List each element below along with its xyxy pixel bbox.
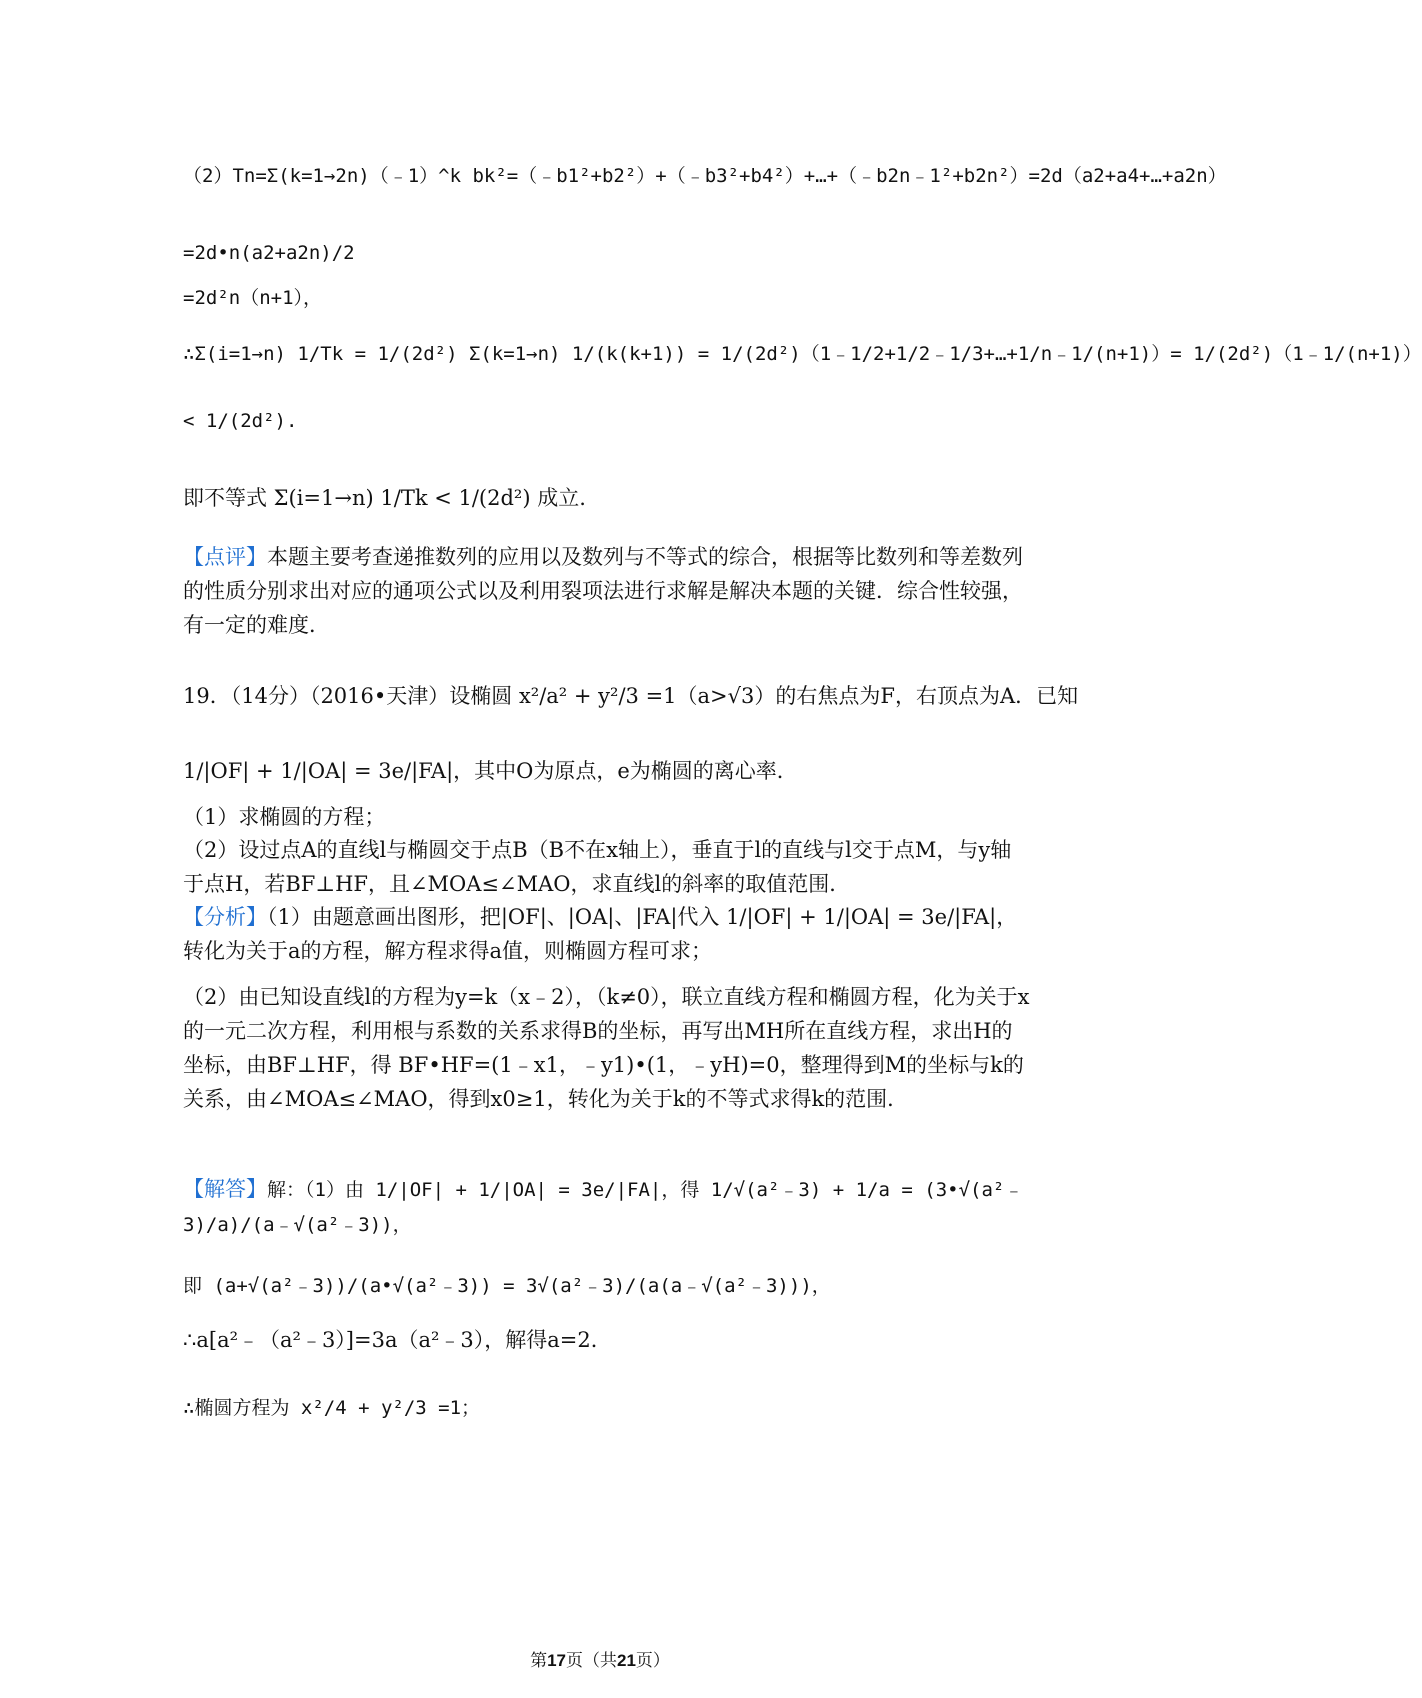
footer-prefix: 第 bbox=[530, 1651, 548, 1671]
comment-tag: 【点评】 bbox=[183, 545, 267, 569]
solution-text-1: 解：（1）由 1/|OF| + 1/|OA| = 3e/|FA|，得 1/√(a²﹣3) + 1/a = (3•√(a²﹣3)/a)/(a﹣√(a²﹣3))， bbox=[183, 1179, 1024, 1236]
line-tn-result: =2d²n（n+1）， bbox=[183, 287, 323, 309]
line-tn-step: =2d•n(a2+a2n)/2 bbox=[183, 242, 355, 264]
solution-result: ∴a[a²﹣（a²﹣3）]=3a（a²﹣3），解得a=2． bbox=[183, 1328, 612, 1352]
problem-19-part2: （2）设过点A的直线l与椭圆交于点B（B不在x轴上），垂直于l的直线与l交于点M，与y轴于点H，若BF⊥HF，且∠MOA≤∠MAO，求直线l的斜率的取值范围． bbox=[183, 838, 1012, 896]
problem-19-part1: （1）求椭圆的方程； bbox=[183, 805, 386, 829]
footer-page-number: 17 bbox=[547, 1651, 566, 1670]
comment-paragraph bbox=[183, 540, 1030, 642]
comment-text: 本题主要考查递推数列的应用以及数列与不等式的综合，根据等比数列和等差数列的性质分别求出对应的通项公式以及利用裂项法进行求解是解决本题的关键．综合性较强，有一定的难度． bbox=[183, 545, 1023, 637]
ellipse-equation: ∴椭圆方程为 x²/4 + y²/3 =1； bbox=[183, 1397, 481, 1419]
footer-middle: 页（共 bbox=[566, 1651, 617, 1671]
page-footer bbox=[0, 1646, 1200, 1671]
footer-total-pages: 21 bbox=[617, 1651, 636, 1670]
solution-part1 bbox=[183, 1172, 1030, 1242]
line-sum-identity: ∴Σ(i=1→n) 1/Tk = 1/(2d²) Σ(k=1→n) 1/(k(k+1)) = 1/(2d²)（1﹣1/2+1/2﹣1/3+…+1/n﹣1/(n+1)）= 1/(2d²)（1﹣1/(n+1)） bbox=[183, 343, 1422, 365]
problem-19-statement: 19．（14分）（2016•天津）设椭圆 x²/a² + y²/3 =1（a>√3）的右焦点为F，右顶点为A．已知 bbox=[183, 684, 1079, 708]
analysis-part2: （2）由已知设直线l的方程为y=k（x﹣2），（k≠0），联立直线方程和椭圆方程，化为关于x的一元二次方程，利用根与系数的关系求得B的坐标，再写出MH所在直线方程，求出H的坐标，由BF⊥HF，得 BF•HF=(1﹣x1，﹣y1)•(1，﹣yH)=0，整理得到M的坐标与k的关系，由∠MOA≤∠MAO，得到x0≥1，转化为关于k的不等式求得k的范围． bbox=[183, 985, 1030, 1111]
line-sum-bound: < 1/(2d²). bbox=[183, 410, 298, 432]
analysis-tag: 【分析】 bbox=[183, 905, 267, 929]
footer-suffix: 页） bbox=[635, 1651, 670, 1671]
solution-equation: 即 (a+√(a²﹣3))/(a•√(a²﹣3)) = 3√(a²﹣3)/(a(a﹣√(a²﹣3)))， bbox=[183, 1275, 831, 1297]
line-inequality-holds: 即不等式 Σ(i=1→n) 1/Tk < 1/(2d²) 成立. bbox=[183, 486, 586, 510]
problem-19-condition: 1/|OF| + 1/|OA| = 3e/|FA|，其中O为原点，e为椭圆的离心率． bbox=[183, 759, 798, 783]
analysis-text-1: （1）由题意画出图形，把|OF|、|OA|、|FA|代入 1/|OF| + 1/|OA| = 3e/|FA|，转化为关于a的方程，解方程求得a值，则椭圆方程可求； bbox=[183, 905, 1018, 963]
solution-tag: 【解答】 bbox=[183, 1177, 267, 1201]
analysis-part1 bbox=[183, 900, 1030, 968]
line-tn-definition: （2）Tn=Σ(k=1→2n)（﹣1）^k bk²=（﹣b1²+b2²）+（﹣b3²+b4²）+…+（﹣b2n﹣1²+b2n²）=2d（a2+a4+…+a2n） bbox=[183, 165, 1227, 187]
